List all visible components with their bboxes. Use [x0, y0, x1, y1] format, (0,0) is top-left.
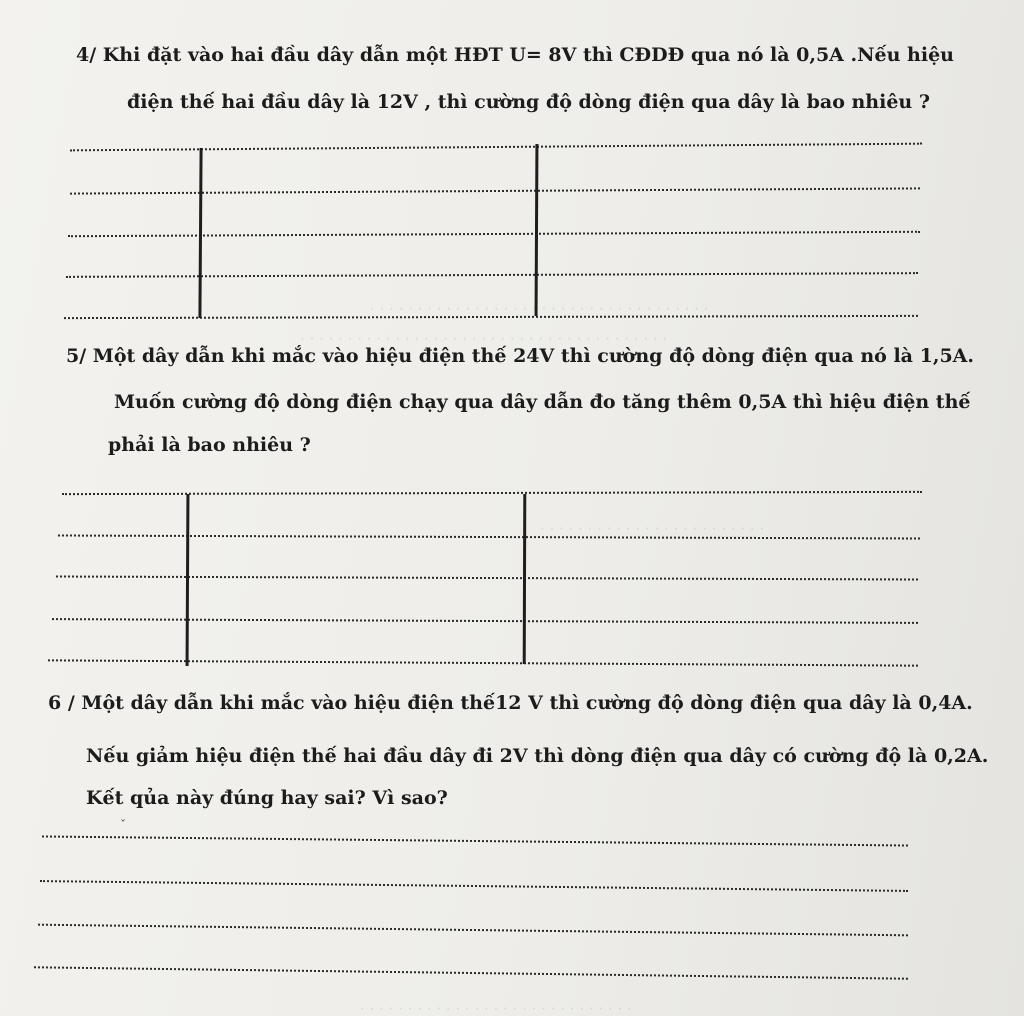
table-divider — [198, 148, 202, 318]
question-6-line-1 — [48, 692, 973, 714]
answer-line — [62, 491, 922, 495]
question-6-number: 6 / — [48, 692, 75, 714]
question-5-line-1 — [66, 345, 974, 367]
answer-line — [68, 231, 920, 237]
answer-line — [70, 187, 920, 194]
answer-line — [38, 924, 908, 937]
answer-line — [64, 315, 918, 319]
question-5-line-2: Muốn cường độ dòng điện chạy qua dây dẫn đo tăng thêm 0,5A thì hiệu điện thế — [114, 391, 971, 413]
answer-line — [42, 835, 908, 846]
question-6-line-2: Nếu giảm hiệu điện thế hai đầu dây đi 2V thì dòng điện qua dây có cường độ là 0,2A. — [86, 745, 989, 767]
question-5-line-3: phải là bao nhiêu ? — [108, 434, 311, 456]
question-4-text-1: Khi đặt vào hai đầu dây dẫn một HĐT U= 8V thì CĐDĐ qua nó là 0,5A .Nếu hiệu — [102, 44, 954, 66]
table-divider — [186, 494, 190, 666]
answer-line — [40, 880, 908, 892]
answer-line — [48, 659, 918, 666]
pen-mark: ˇ — [120, 818, 126, 832]
question-6-line-3: Kết qủa này đúng hay sai? Vì sao? — [86, 787, 448, 809]
answer-line — [70, 143, 922, 152]
show-through-text: · · · · · · · · · · · · · · · · · · · · · · · · — [540, 520, 765, 538]
show-through-text: · · · · · · · · · · · · · · · · · · · · · · · · · · · · · · · · · · · · · · · — [300, 330, 668, 348]
answer-line — [52, 618, 918, 624]
question-4-line-1 — [76, 44, 954, 66]
question-4-number: 4/ — [76, 44, 97, 66]
question-5-number: 5/ — [66, 345, 87, 367]
question-6-text-1: Một dây dẫn khi mắc vào hiệu điện thế12 V thì cường độ dòng điện qua dây là 0,4A. — [81, 692, 973, 714]
table-divider — [523, 494, 527, 664]
answer-line — [34, 966, 908, 979]
show-through-text: · · · · · · · · · · · · · · · · · · · · · · · · · · · · · — [360, 1000, 632, 1016]
table-divider — [535, 144, 539, 316]
show-through-text: · · · · · · · · · · · · · · · · · · · · · · · · · · · · · · · · · · · · — [370, 300, 709, 318]
answer-line — [66, 272, 918, 278]
question-4-line-2: điện thế hai đầu dây là 12V , thì cường độ dòng điện qua dây là bao nhiêu ? — [127, 91, 930, 113]
question-5-text-1: Một dây dẫn khi mắc vào hiệu điện thế 24V thì cường độ dòng điện qua nó là 1,5A. — [92, 345, 975, 367]
